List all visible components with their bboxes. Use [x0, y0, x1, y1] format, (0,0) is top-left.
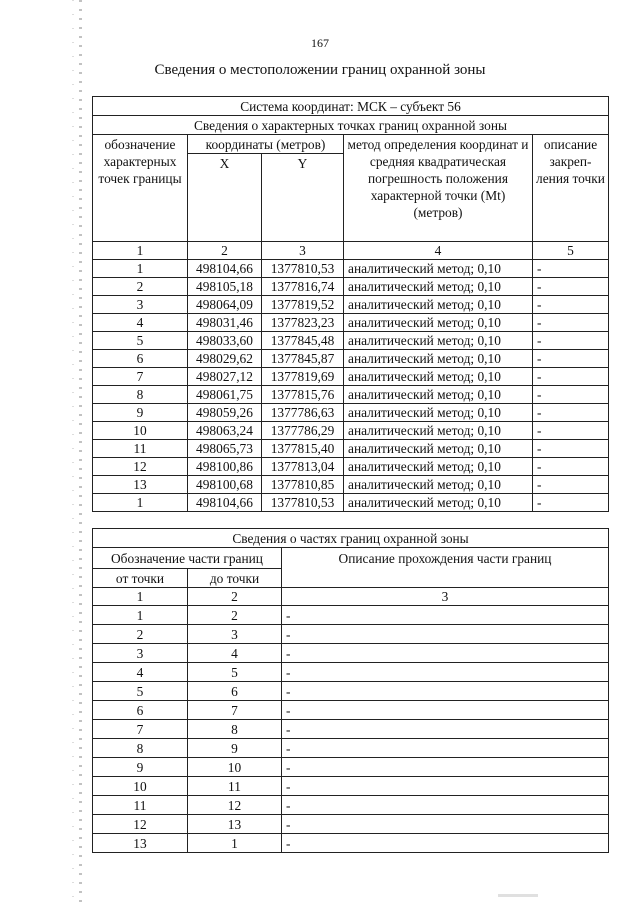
- point-cell: 3: [93, 296, 188, 314]
- point-cell: 1: [93, 260, 188, 278]
- from-cell: 2: [93, 625, 188, 644]
- points-table: [92, 96, 609, 512]
- desc-cell: -: [533, 350, 609, 368]
- table-row: [93, 644, 609, 663]
- table-row: [93, 314, 609, 332]
- column-number: 1: [93, 242, 188, 260]
- table-row: [93, 494, 609, 512]
- to-cell: 9: [188, 739, 282, 758]
- points-section-heading: Сведения о характерных точках границ охранной зоны: [93, 116, 609, 135]
- y-cell: 1377816,74: [262, 278, 344, 296]
- x-cell: 498065,73: [188, 440, 262, 458]
- table-row: [93, 625, 609, 644]
- y-cell: 1377823,23: [262, 314, 344, 332]
- y-cell: 1377810,53: [262, 494, 344, 512]
- desc-cell: -: [533, 476, 609, 494]
- to-cell: 10: [188, 758, 282, 777]
- table-row: [93, 458, 609, 476]
- point-cell: 1: [93, 494, 188, 512]
- to-cell: 1: [188, 834, 282, 853]
- part-desc-cell: -: [282, 720, 609, 739]
- part-desc-cell: -: [282, 834, 609, 853]
- document-title: Сведения о местоположении границ охранной зоны: [154, 62, 486, 78]
- col-point-header: обозначение характерных точек границы: [93, 135, 188, 242]
- table-row: [93, 296, 609, 314]
- y-cell: 1377845,87: [262, 350, 344, 368]
- y-cell: 1377819,69: [262, 368, 344, 386]
- part-desc-cell: -: [282, 606, 609, 625]
- table-row: [93, 796, 609, 815]
- point-cell: 12: [93, 458, 188, 476]
- method-cell: аналитический метод; 0,10: [344, 440, 533, 458]
- part-desc-cell: -: [282, 815, 609, 834]
- table-row: [93, 720, 609, 739]
- table-row: [93, 440, 609, 458]
- from-cell: 11: [93, 796, 188, 815]
- x-cell: 498059,26: [188, 404, 262, 422]
- to-cell: 4: [188, 644, 282, 663]
- method-cell: аналитический метод; 0,10: [344, 278, 533, 296]
- x-cell: 498100,86: [188, 458, 262, 476]
- parts-number-row: [93, 588, 609, 606]
- from-cell: 12: [93, 815, 188, 834]
- desc-cell: -: [533, 440, 609, 458]
- y-cell: 1377786,29: [262, 422, 344, 440]
- method-cell: аналитический метод; 0,10: [344, 332, 533, 350]
- desc-cell: -: [533, 494, 609, 512]
- from-cell: 9: [93, 758, 188, 777]
- coordinate-system-row: [93, 97, 609, 116]
- table-row: [93, 815, 609, 834]
- col-y-header: Y: [262, 154, 344, 242]
- x-cell: 498064,09: [188, 296, 262, 314]
- from-cell: 13: [93, 834, 188, 853]
- y-cell: 1377845,48: [262, 332, 344, 350]
- from-cell: 8: [93, 739, 188, 758]
- y-cell: 1377819,52: [262, 296, 344, 314]
- part-desc-cell: -: [282, 663, 609, 682]
- page-number: 167: [311, 36, 329, 50]
- method-cell: аналитический метод; 0,10: [344, 386, 533, 404]
- table-row: [93, 701, 609, 720]
- parts-header-row: [93, 548, 609, 569]
- desc-cell: -: [533, 458, 609, 476]
- table-row: [93, 260, 609, 278]
- method-cell: аналитический метод; 0,10: [344, 260, 533, 278]
- part-desc-cell: -: [282, 644, 609, 663]
- desc-cell: -: [533, 278, 609, 296]
- method-cell: аналитический метод; 0,10: [344, 458, 533, 476]
- binding-edge-marks: [72, 0, 74, 905]
- binding-hole-marks: [79, 0, 82, 905]
- table-row: [93, 606, 609, 625]
- from-cell: 5: [93, 682, 188, 701]
- y-cell: 1377810,85: [262, 476, 344, 494]
- point-cell: 6: [93, 350, 188, 368]
- parts-section-heading: Сведения о частях границ охранной зоны: [93, 529, 609, 548]
- column-number: 4: [344, 242, 533, 260]
- table-row: [93, 739, 609, 758]
- to-cell: 11: [188, 777, 282, 796]
- x-cell: 498061,75: [188, 386, 262, 404]
- table-row: [93, 834, 609, 853]
- column-number: 2: [188, 588, 282, 606]
- method-cell: аналитический метод; 0,10: [344, 314, 533, 332]
- method-cell: аналитический метод; 0,10: [344, 368, 533, 386]
- column-number: 3: [262, 242, 344, 260]
- table-row: [93, 682, 609, 701]
- to-cell: 6: [188, 682, 282, 701]
- table-row: [93, 386, 609, 404]
- x-cell: 498105,18: [188, 278, 262, 296]
- part-desc-cell: -: [282, 739, 609, 758]
- to-cell: 7: [188, 701, 282, 720]
- desc-cell: -: [533, 368, 609, 386]
- table-row: [93, 404, 609, 422]
- table-row: [93, 758, 609, 777]
- part-desc-cell: -: [282, 625, 609, 644]
- y-cell: 1377815,76: [262, 386, 344, 404]
- from-cell: 7: [93, 720, 188, 739]
- col-method-header: метод определения координат и средняя квадратическая погрешность положения характерной точки (Mt) (метров): [344, 135, 533, 242]
- col-to-header: до точки: [188, 569, 282, 588]
- from-cell: 3: [93, 644, 188, 663]
- column-number: 3: [282, 588, 609, 606]
- part-desc-cell: -: [282, 701, 609, 720]
- point-cell: 8: [93, 386, 188, 404]
- method-cell: аналитический метод; 0,10: [344, 404, 533, 422]
- table-row: [93, 777, 609, 796]
- column-number: 5: [533, 242, 609, 260]
- point-cell: 11: [93, 440, 188, 458]
- table-row: [93, 422, 609, 440]
- from-cell: 10: [93, 777, 188, 796]
- x-cell: 498033,60: [188, 332, 262, 350]
- from-cell: 4: [93, 663, 188, 682]
- table-row: [93, 476, 609, 494]
- coordinate-system: Система координат: МСК – субъект 56: [93, 97, 609, 116]
- part-desc-cell: -: [282, 682, 609, 701]
- x-cell: 498029,62: [188, 350, 262, 368]
- desc-cell: -: [533, 422, 609, 440]
- to-cell: 12: [188, 796, 282, 815]
- x-cell: 498031,46: [188, 314, 262, 332]
- x-cell: 498104,66: [188, 494, 262, 512]
- part-desc-cell: -: [282, 758, 609, 777]
- from-cell: 1: [93, 606, 188, 625]
- col-part-desc-header: Описание прохождения части границ: [282, 548, 609, 588]
- desc-cell: -: [533, 386, 609, 404]
- points-number-row: [93, 242, 609, 260]
- y-cell: 1377810,53: [262, 260, 344, 278]
- desc-cell: -: [533, 332, 609, 350]
- to-cell: 8: [188, 720, 282, 739]
- desc-cell: -: [533, 404, 609, 422]
- parts-heading-row: [93, 529, 609, 548]
- scan-smudge: [498, 894, 538, 897]
- points-heading-row: [93, 116, 609, 135]
- y-cell: 1377813,04: [262, 458, 344, 476]
- table-row: [93, 663, 609, 682]
- col-desc-header: описание закреп-ления точки: [533, 135, 609, 242]
- method-cell: аналитический метод; 0,10: [344, 296, 533, 314]
- parts-table: [92, 528, 609, 853]
- to-cell: 3: [188, 625, 282, 644]
- point-cell: 4: [93, 314, 188, 332]
- x-cell: 498104,66: [188, 260, 262, 278]
- point-cell: 2: [93, 278, 188, 296]
- col-x-header: X: [188, 154, 262, 242]
- table-row: [93, 350, 609, 368]
- from-cell: 6: [93, 701, 188, 720]
- to-cell: 13: [188, 815, 282, 834]
- column-number: 2: [188, 242, 262, 260]
- desc-cell: -: [533, 296, 609, 314]
- desc-cell: -: [533, 260, 609, 278]
- x-cell: 498100,68: [188, 476, 262, 494]
- y-cell: 1377815,40: [262, 440, 344, 458]
- y-cell: 1377786,63: [262, 404, 344, 422]
- col-coords-header: координаты (метров): [188, 135, 344, 154]
- x-cell: 498027,12: [188, 368, 262, 386]
- method-cell: аналитический метод; 0,10: [344, 350, 533, 368]
- method-cell: аналитический метод; 0,10: [344, 494, 533, 512]
- col-part-header: Обозначение части границ: [93, 548, 282, 569]
- point-cell: 9: [93, 404, 188, 422]
- point-cell: 5: [93, 332, 188, 350]
- to-cell: 2: [188, 606, 282, 625]
- method-cell: аналитический метод; 0,10: [344, 422, 533, 440]
- table-row: [93, 368, 609, 386]
- column-number: 1: [93, 588, 188, 606]
- desc-cell: -: [533, 314, 609, 332]
- to-cell: 5: [188, 663, 282, 682]
- point-cell: 10: [93, 422, 188, 440]
- part-desc-cell: -: [282, 777, 609, 796]
- part-desc-cell: -: [282, 796, 609, 815]
- points-header-row: [93, 135, 609, 154]
- point-cell: 13: [93, 476, 188, 494]
- method-cell: аналитический метод; 0,10: [344, 476, 533, 494]
- point-cell: 7: [93, 368, 188, 386]
- table-row: [93, 332, 609, 350]
- table-row: [93, 278, 609, 296]
- col-from-header: от точки: [93, 569, 188, 588]
- x-cell: 498063,24: [188, 422, 262, 440]
